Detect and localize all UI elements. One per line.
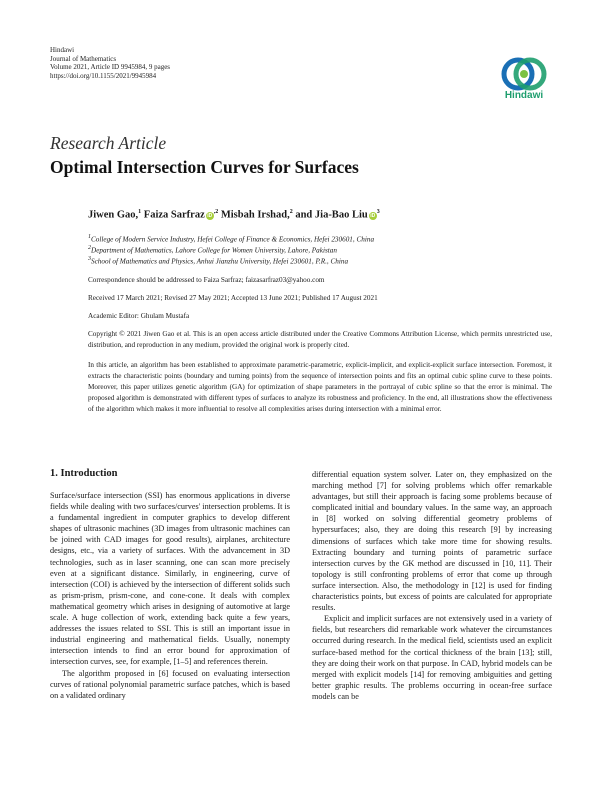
affiliation-text: College of Modern Service Industry, Hefei College of Finance & Economics, Hefei 230601, China	[91, 235, 375, 244]
paragraph: Surface/surface intersection (SSI) has enormous applications in diverse fields while dealing with two surfaces/curves' intersection problems. It is a fundamental ingredient in computer graphics to develop different shapes of ultrasonic machines (3D images from ultrasonic machines can be joined with CAD images for good results), airplanes, architecture designs, etc., via a variety of surfaces. With the advancement in 3D technologies, such as in laser scanning, one can scan more precisely even at a significant distance. Similarly, in engineering, curve of intersection (COI) is achieved by the intersection of different solids such as prism-prism, prism-cone, and cone-cone. It deals with complex mathematical geometry which arises in designing of automotive at large scale. A huge collection of work, extending back quite a few years, addresses the issues related to SSI. This is still an important issue in industrial engineering and mathematical fields. Usually, nonempty intersection intends to find an error bound for approximation of intersection curves, see, for example, [1–5] and references therein.	[50, 491, 290, 667]
author-list	[88, 209, 380, 221]
doi-link[interactable]: https://doi.org/10.1155/2021/9945984	[50, 71, 157, 80]
author-sup: ,2	[213, 209, 219, 215]
author-sup: 1	[138, 209, 142, 215]
abstract: In this article, an algorithm has been established to approximate parametric-parametric, explicit-implicit, and explicit-explicit surface intersection. Foremost, it extracts the characteristic points (boundary and turning points) from the sequence of intersection points and fits an optimal cubic spline curve to these points. Moreover, this paper utilizes genetic algorithm (GA) for optimization of shape parameters in the portrayal of cubic spline so that the error is minimal. The proposed algorithm is demonstrated with different types of surfaces to analyze its robustness and proficiency. In the end, all illustrations show the effectiveness of the algorithm which makes it more influential to resolve all complexities arises during intersection with a minimal error.	[88, 361, 552, 413]
correspondence: Correspondence should be addressed to Faiza Sarfraz; faizasarfraz03@yahoo.com	[88, 276, 325, 284]
affiliation-sup: 1	[88, 234, 91, 240]
author-sup: 3	[376, 209, 380, 215]
affiliation-text: School of Mathematics and Physics, Anhui Jianzhu University, Hefei 230601, P.R., China	[91, 257, 349, 266]
affiliation	[88, 256, 348, 265]
author-name: Misbah Irshad,	[220, 209, 290, 221]
affiliation-sup: 3	[88, 256, 91, 262]
affiliation-text: Department of Mathematics, Lahore College for Women University, Lahore, Pakistan	[91, 246, 337, 255]
paragraph: The algorithm proposed in [6] focused on evaluating intersection curves of rational polynomial parametric surface patches, which is based on a validated ordinary	[50, 668, 290, 700]
paragraph: Explicit and implicit surfaces are not extensively used in a variety of fields, but researchers did remarkable work whatever the circumstances occurred during research. In the medical field, scientists used an explicit surface-based method for the cortical thickness of the brain [13]; still, they are doing their work on that purpose. In CAD, hybrid models can be merged with explicit models [14] for removing ambiguities and getting better graphic results. The problems occurring in ocean-free surface models can be	[312, 614, 552, 701]
author-sup: 2	[289, 209, 293, 215]
volume-info: Volume 2021, Article ID 9945984, 9 pages	[50, 63, 171, 72]
journal-name: Journal of Mathematics	[50, 54, 117, 63]
orcid-icon[interactable]: iD	[207, 212, 213, 219]
logo-wordmark: Hindawi	[504, 90, 544, 101]
publisher-name: Hindawi	[50, 46, 75, 54]
affiliation	[88, 245, 337, 254]
affiliation-sup: 2	[88, 245, 91, 251]
section-heading: 1. Introduction	[50, 468, 118, 479]
copyright-notice: Copyright © 2021 Jiwen Gao et al. This is an open access article distributed under the Creative Commons Attribution License, which permits unrestricted use, distribution, and reproduction in any medium, provided the original work is properly cited.	[88, 330, 552, 349]
affiliation	[88, 234, 374, 243]
body-column-right	[312, 469, 552, 702]
author-name: and Jia-Bao Liu	[295, 209, 368, 221]
article-type: Research Article	[50, 133, 167, 153]
orcid-icon[interactable]: iD	[370, 212, 376, 219]
paragraph: differential equation system solver. Later on, they emphasized on the marching method [7] for solving problems which offer remarkable advantages, but still their approach is facing some problems because of complicated initial and boundary values. In the same way, an approach in [8] worked on solving differential geometry problems of hypersurfaces; also, they are doing this research [9] by increasing dimensions of surfaces which take more time for showing results. Extracting boundary and turning points of parametric surface intersection curves by the GK method are discussed in [10, 11]. Their topology is still confronting problems of error that come up through surface intersection. Also, the methodology in [12] is used for finding characteristics points, but excess of points are calculated for appropriate results.	[312, 470, 552, 613]
author-name: Faiza Sarfraz	[143, 209, 205, 221]
body-column-left	[50, 490, 290, 701]
dates: Received 17 March 2021; Revised 27 May 2021; Accepted 13 June 2021; Published 17 August 2021	[88, 294, 378, 302]
academic-editor: Academic Editor: Ghulam Mustafa	[88, 312, 190, 320]
author-name: Jiwen Gao,	[88, 209, 139, 221]
journal-header	[50, 46, 250, 80]
article-title: Optimal Intersection Curves for Surfaces	[50, 157, 359, 177]
